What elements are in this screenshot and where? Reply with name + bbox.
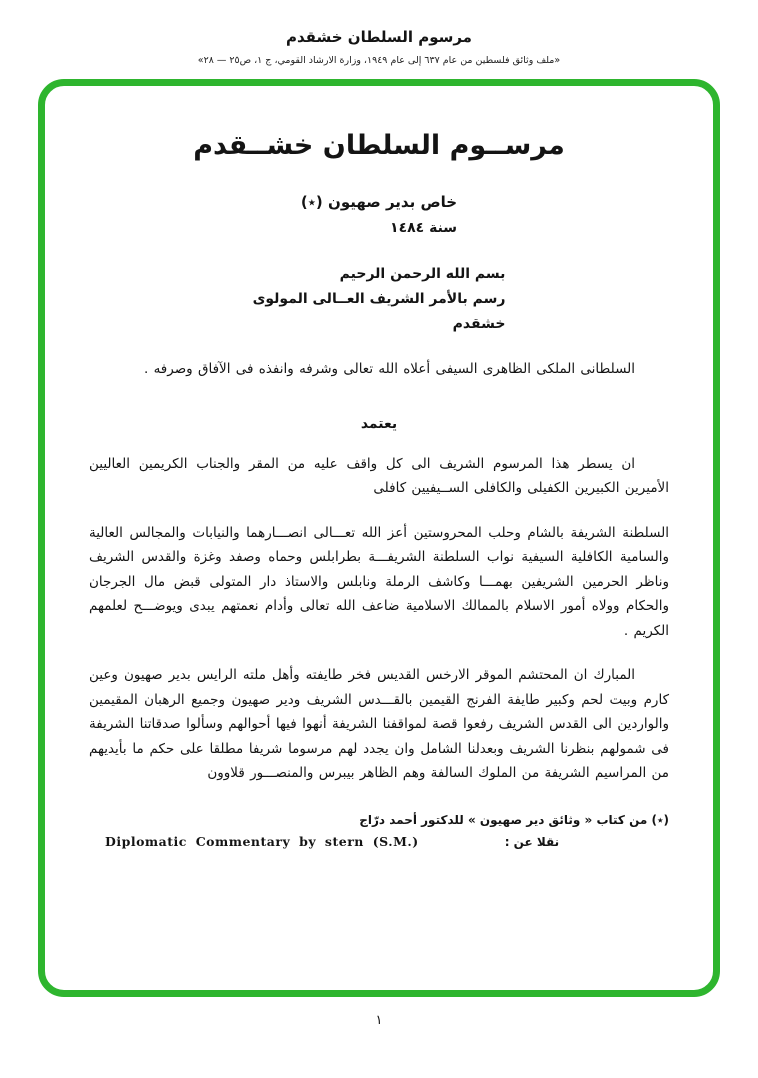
footnote-reference-row: [89, 834, 669, 849]
footnote-english-reference: Diplomatic Commentary by stern (S.M.): [105, 833, 419, 849]
page-header: [0, 0, 758, 66]
sultan-name: خشقدم: [452, 316, 506, 332]
document-border: [38, 79, 720, 997]
document-title: مرســوم السلطان خشــقدم: [193, 130, 565, 161]
yutamad-heading: يعتمد: [360, 415, 398, 432]
document-year: سنة ١٤٨٤: [390, 220, 458, 236]
basmala-line: بسم الله الرحمن الرحيم: [339, 266, 506, 282]
subtitle-block: [89, 191, 669, 236]
paragraph-3: السلطنة الشريفة بالشام وحلب المحروستين أعز الله تعـــالى انصـــارهما والنيابات والمجالس العالية والسامية الكافلية السيفية نواب السلطنة الشريفـــة بطرابلس وحماه وصفد وغزة والقدس الشريف وناظر الحرمين الشريفين بهمـــا وكاشف الرملة ونابلس والاستاذ دار المتولى قبض مال الجرجان والحكام وولاه أمور الاسلام بالممالك الاسلامية ضاعف الله تعالى وأدام نعمتهم يبدى ويوضـــح لعلمهم الكريم .: [89, 524, 669, 639]
paragraph-2: ان يسطر هذا المرسوم الشريف الى كل واقف عليه من المقر والجناب الكريمين العاليين الأميرين الكبيرين الكفيلى والكافلى الســيفيين كافلى: [89, 455, 669, 496]
footnote-arabic-note: (٭) من كتاب « وثائق دير صهيون » للدكتور أحمد درّاج: [359, 812, 669, 827]
decree-order-line: رسم بالأمر الشريف العــالى المولوى: [252, 291, 506, 307]
document-subtitle: خاص بدير صهيون (٭): [300, 193, 458, 211]
paragraph-1: السلطانى الملكى الظاهرى السيفى أعلاه الله تعالى وشرفه وانفذه فى الآفاق وصرفه .: [143, 361, 635, 377]
footnote-naqlan-label: نقلا عن :: [504, 834, 560, 849]
header-title: مرسوم السلطان خشقدم: [286, 28, 472, 46]
basmala-block: [89, 262, 669, 337]
page-number: ١: [375, 1013, 383, 1028]
paragraph-4: المبارك ان المحتشم الموقر الارخس القديس فخر طايفته وأهل ملته الرايس بدير صهيون وعين كارم وبيت لحم وكبير طايفة الفرنج القيمين بالقـــدس الشريف ودير صهيون وجميع الرهبان المقيمين والواردين الى القدس الشريف رفعوا قصة لمواقفنا الشريفة أنهوا فيها أحوالهم وسألوا صدقاتنا الشريفة فى شمولهم بنظرنا الشريف وبعدلنا الشامل وان يجدد لهم مرسوما شريفا مطلقا على حكم ما بأيديهم من المراسيم الشريفة من الملوك السالفة وهم الظاهر بيبرس والمنصـــور قلاوون: [89, 667, 669, 781]
footnote-block: [89, 810, 669, 849]
header-source-citation: «ملف وثائق فلسطين من عام ٦٣٧ إلى عام ١٩٤٩، وزارة الارشاد القومي، ج ١، ص٢٥ — ٢٨»: [197, 55, 561, 66]
